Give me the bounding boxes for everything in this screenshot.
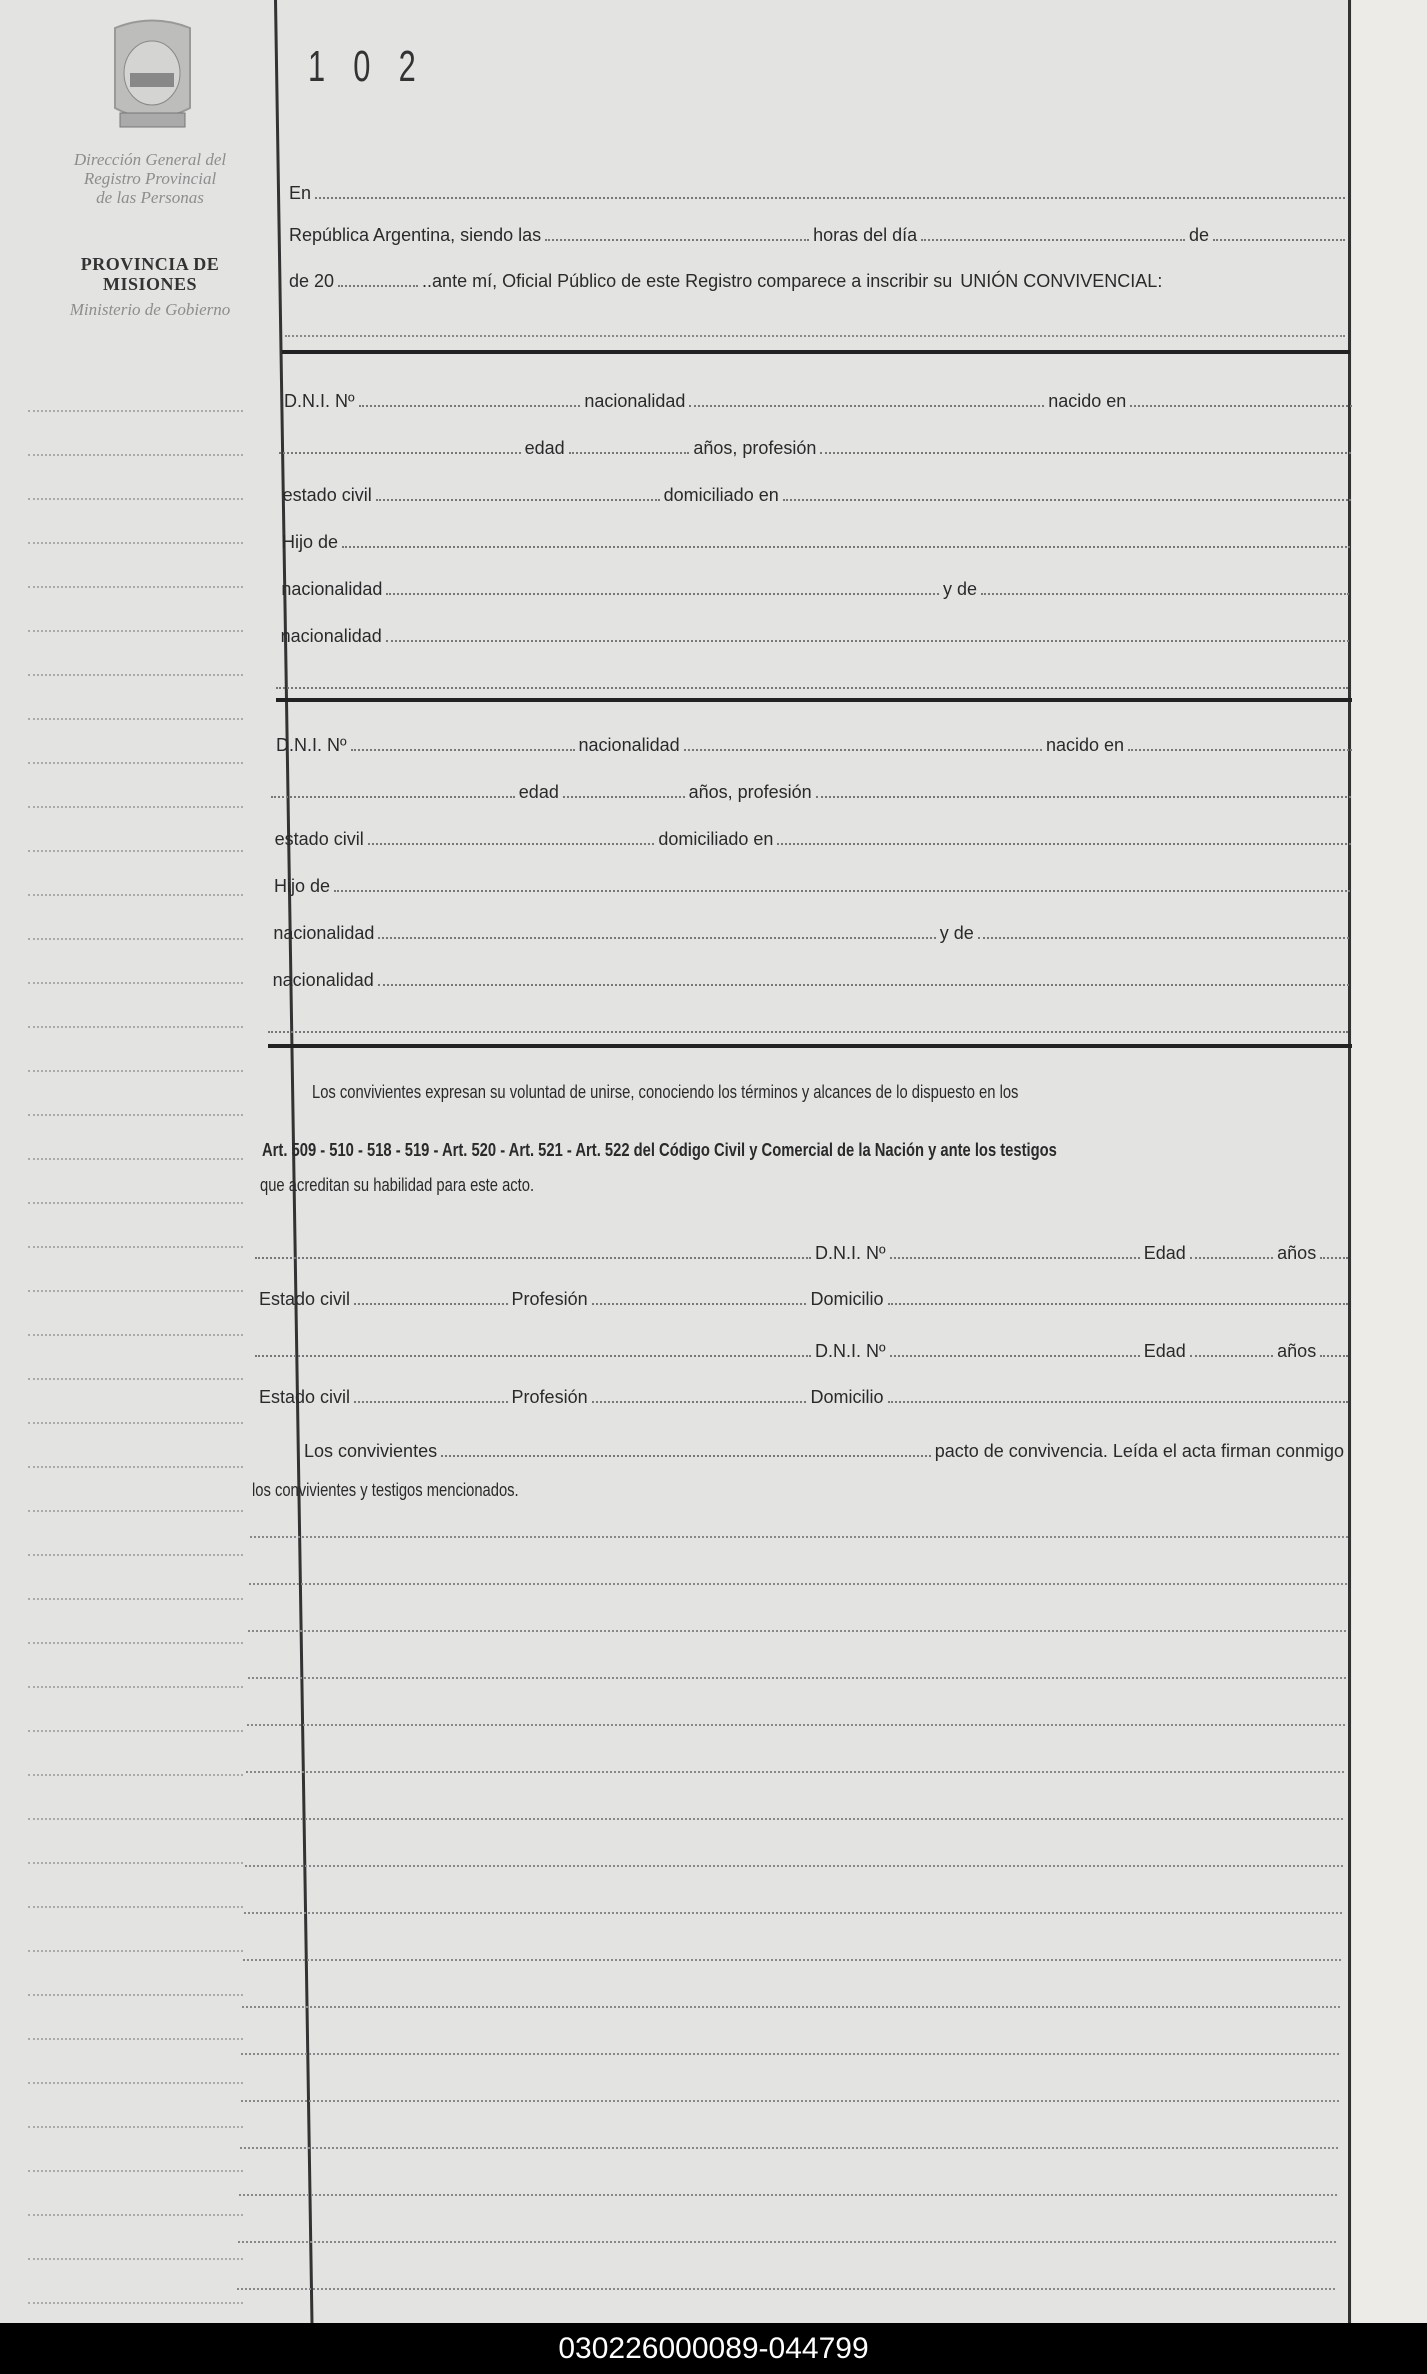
margin-line[interactable] — [28, 1026, 243, 1028]
margin-line[interactable] — [28, 2082, 243, 2084]
person1-row — [278, 529, 1350, 553]
blank-line[interactable] — [248, 1630, 1346, 1632]
margin-line[interactable] — [28, 2170, 243, 2172]
label: estado civil — [274, 829, 364, 849]
field-birthplace-cont[interactable] — [271, 796, 514, 798]
field-witness-name[interactable] — [255, 1355, 811, 1357]
x[interactable] — [1320, 1257, 1348, 1259]
witness2-row — [255, 1338, 1348, 1362]
margin-line[interactable] — [28, 718, 243, 720]
label: y de — [939, 923, 974, 943]
field-dni[interactable] — [359, 405, 581, 407]
label: años, profesión — [688, 782, 812, 802]
field-address[interactable] — [783, 499, 1351, 501]
margin-divider — [274, 0, 313, 2323]
margin-line[interactable] — [28, 1598, 243, 1600]
province-line: MISIONES — [102, 274, 198, 294]
margin-line[interactable] — [28, 1114, 243, 1116]
paragraph-line: que acreditan su habilidad para este acto. — [260, 1175, 535, 1195]
label: nacionalidad — [273, 923, 375, 943]
label: años — [1277, 1243, 1317, 1263]
margin-line[interactable] — [28, 2302, 243, 2304]
field-nationality[interactable] — [689, 405, 1044, 407]
label: domiciliado en — [658, 829, 774, 849]
document-code: 030226000089-044799 — [0, 2323, 1427, 2374]
person2-row — [271, 779, 1351, 803]
margin-line[interactable] — [28, 1510, 243, 1512]
margin-line[interactable] — [28, 1466, 243, 1468]
paragraph-line: Art. 509 - 510 - 518 - 519 - Art. 520 - Art. 521 - Art. 522 del Código Civil y Comercial de la Nación y ante los testigos — [262, 1140, 1057, 1160]
field-year[interactable] — [338, 285, 418, 287]
margin-line[interactable] — [28, 1554, 243, 1556]
margin-line[interactable] — [28, 1202, 243, 1204]
margin-line[interactable] — [28, 1994, 243, 1996]
margin-line[interactable] — [28, 2126, 243, 2128]
province-line: PROVINCIA DE — [80, 254, 220, 274]
field-birthplace[interactable] — [1128, 749, 1352, 751]
margin-line[interactable] — [28, 1950, 243, 1952]
label: En — [289, 183, 312, 203]
field-parent2-nationality[interactable] — [386, 640, 1349, 642]
label: Hijo de — [274, 876, 331, 896]
closing-line: los convivientes y testigos mencionados. — [252, 1480, 519, 1500]
label: nacionalidad — [281, 579, 383, 599]
blank-line[interactable] — [250, 1536, 1348, 1538]
margin-line[interactable] — [28, 982, 243, 984]
row-ante — [285, 268, 1345, 292]
margin-line[interactable] — [28, 850, 243, 852]
label: y de — [942, 579, 977, 599]
field-civil-status[interactable] — [368, 843, 655, 845]
field-parent-nationality[interactable] — [386, 593, 939, 595]
section-rule — [276, 698, 1352, 702]
row-closing — [300, 1438, 1348, 1462]
field-witness-dni[interactable] — [890, 1355, 1140, 1357]
field-parent2[interactable] — [981, 593, 1349, 595]
margin-line[interactable] — [28, 1290, 243, 1292]
witness1-row — [255, 1240, 1348, 1264]
label: Domicilio — [810, 1387, 884, 1407]
field-parent2[interactable] — [978, 937, 1350, 939]
margin-line[interactable] — [28, 1906, 243, 1908]
margin-line[interactable] — [28, 2038, 243, 2040]
field-parent[interactable] — [334, 890, 1350, 892]
label: Profesión — [511, 1387, 588, 1407]
ministry-name: Ministerio de Gobierno — [69, 300, 231, 319]
paragraph-line: Los convivientes expresan su voluntad de unirse, conociendo los términos y alcances de lo dispuesto en los — [312, 1082, 1019, 1102]
field-pact[interactable] — [441, 1455, 931, 1457]
field-nationality[interactable] — [684, 749, 1042, 751]
label: de — [1189, 225, 1210, 245]
label: edad — [524, 438, 565, 458]
blank-line[interactable] — [248, 1677, 1346, 1679]
blank-line[interactable] — [243, 1959, 1341, 1961]
blank-line[interactable] — [245, 1818, 1343, 1820]
agency-name — [30, 150, 270, 207]
label: Profesión — [511, 1289, 588, 1309]
person2-row — [269, 920, 1349, 944]
person2-row — [270, 873, 1350, 897]
agency-line: Dirección General del — [73, 150, 227, 169]
label: D.N.I. Nº — [814, 1243, 886, 1263]
margin-line[interactable] — [28, 894, 243, 896]
agency-line: de las Personas — [96, 188, 204, 207]
label: nacido en — [1045, 735, 1125, 755]
field-month[interactable] — [1213, 239, 1345, 241]
person1-row — [279, 482, 1351, 506]
margin-line[interactable] — [28, 1158, 243, 1160]
field-dni[interactable] — [351, 749, 575, 751]
field-witness-dni[interactable] — [890, 1257, 1140, 1259]
label: nacionalidad — [272, 970, 374, 990]
field-extra[interactable] — [268, 1031, 1348, 1033]
label: Edad — [1143, 1243, 1186, 1263]
person1-row — [277, 576, 1349, 600]
label: D.N.I. Nº — [276, 735, 347, 755]
margin-line[interactable] — [28, 498, 243, 500]
field-place[interactable] — [315, 197, 1345, 199]
label: pacto de convivencia. Leída el acta firman conmigo — [934, 1441, 1344, 1461]
person2-row — [271, 826, 1351, 850]
blank-line[interactable] — [244, 1912, 1342, 1914]
margin-line[interactable] — [28, 1730, 243, 1732]
margin-line[interactable] — [28, 410, 243, 412]
label: años — [1277, 1341, 1317, 1361]
margin-line[interactable] — [28, 1642, 243, 1644]
label: nacionalidad — [584, 391, 686, 411]
blank-line[interactable] — [239, 2194, 1337, 2196]
margin-line[interactable] — [28, 762, 243, 764]
label: Edad — [1143, 1341, 1186, 1361]
blank-line[interactable] — [242, 2006, 1340, 2008]
field-witness-address[interactable] — [888, 1401, 1349, 1403]
page-number: 1 0 2 — [308, 42, 426, 91]
margin-line[interactable] — [28, 1070, 243, 1072]
page-edge — [1352, 0, 1427, 2323]
margin-line[interactable] — [28, 630, 243, 632]
province-seal-logo — [105, 18, 200, 138]
field-age[interactable] — [563, 796, 685, 798]
field-witness-name[interactable] — [255, 1257, 811, 1259]
margin-line[interactable] — [28, 1422, 243, 1424]
label: nacido en — [1048, 391, 1127, 411]
field-witness-age[interactable] — [1190, 1257, 1273, 1259]
field-witness-profession[interactable] — [592, 1303, 807, 1305]
person1-row — [280, 388, 1352, 412]
blank-line[interactable] — [237, 2288, 1335, 2290]
blank-line[interactable] — [245, 1865, 1343, 1867]
label: D.N.I. Nº — [284, 391, 355, 411]
label: República Argentina, siendo las — [289, 225, 542, 245]
agency-line: Registro Provincial — [83, 169, 217, 188]
label: Los convivientes — [304, 1441, 438, 1461]
margin-line[interactable] — [28, 1686, 243, 1688]
person2-row — [268, 1014, 1348, 1038]
label: Estado civil — [259, 1289, 351, 1309]
field-witness-address[interactable] — [888, 1303, 1349, 1305]
section-rule — [268, 1044, 1352, 1048]
label: nacionalidad — [578, 735, 680, 755]
margin-line[interactable] — [28, 1378, 243, 1380]
row-en — [285, 180, 1345, 204]
field-profession[interactable] — [820, 452, 1351, 454]
label: Hijo de — [282, 532, 339, 552]
margin-line[interactable] — [28, 2258, 243, 2260]
person2-row — [272, 732, 1352, 756]
label: años, profesión — [693, 438, 817, 458]
blank-line[interactable] — [238, 2241, 1336, 2243]
label: ..ante mí, Oficial Público de este Registro comparece a inscribir su — [422, 271, 953, 291]
person1-row — [279, 435, 1351, 459]
field-parent2-nationality[interactable] — [378, 984, 1349, 986]
margin-line[interactable] — [28, 1774, 243, 1776]
field-witness-profession[interactable] — [592, 1401, 807, 1403]
field-birthplace-cont[interactable] — [279, 452, 520, 454]
margin-line[interactable] — [28, 674, 243, 676]
label: edad — [518, 782, 559, 802]
blank-line[interactable] — [241, 2053, 1339, 2055]
margin-line[interactable] — [28, 454, 243, 456]
margin-line[interactable] — [28, 1246, 243, 1248]
field-profession[interactable] — [816, 796, 1352, 798]
margin-line[interactable] — [28, 2214, 243, 2216]
label: Domicilio — [810, 1289, 884, 1309]
field-address[interactable] — [777, 843, 1350, 845]
label: horas del día — [813, 225, 918, 245]
field-birthplace[interactable] — [1130, 405, 1352, 407]
margin-line[interactable] — [28, 1818, 243, 1820]
margin-line[interactable] — [28, 806, 243, 808]
witness1-row — [255, 1286, 1348, 1310]
person2-row — [269, 967, 1349, 991]
label: Estado civil — [259, 1387, 351, 1407]
margin-line[interactable] — [28, 586, 243, 588]
blank-line[interactable] — [240, 2147, 1338, 2149]
witness2-row — [255, 1384, 1348, 1408]
field-civil-status[interactable] — [376, 499, 660, 501]
blank-line[interactable] — [285, 335, 1345, 337]
field-parent[interactable] — [342, 546, 1350, 548]
label: domiciliado en — [663, 485, 779, 505]
province-name — [30, 254, 270, 294]
section-rule — [282, 350, 1350, 354]
right-border — [1348, 0, 1351, 2323]
field-extra[interactable] — [276, 687, 1348, 689]
label: D.N.I. Nº — [814, 1341, 886, 1361]
blank-line[interactable] — [249, 1583, 1347, 1585]
field-witness-age[interactable] — [1190, 1355, 1273, 1357]
label: de 20 — [289, 271, 335, 291]
margin-line[interactable] — [28, 1862, 243, 1864]
label: UNIÓN CONVIVENCIAL: — [960, 271, 1163, 291]
blank-line[interactable] — [241, 2100, 1339, 2102]
field-age[interactable] — [569, 452, 690, 454]
label: estado civil — [282, 485, 372, 505]
person1-row — [277, 623, 1349, 647]
label: nacionalidad — [280, 626, 382, 646]
field-witness-civil[interactable] — [354, 1303, 508, 1305]
margin-line[interactable] — [28, 542, 243, 544]
field-hour[interactable] — [545, 239, 809, 241]
blank-line[interactable] — [246, 1771, 1344, 1773]
margin-line[interactable] — [28, 938, 243, 940]
field-day[interactable] — [921, 239, 1185, 241]
blank-line[interactable] — [247, 1724, 1345, 1726]
field-parent-nationality[interactable] — [378, 937, 935, 939]
row-republica — [285, 222, 1345, 246]
x[interactable] — [1320, 1355, 1348, 1357]
person1-row — [276, 670, 1348, 694]
field-witness-civil[interactable] — [354, 1401, 508, 1403]
margin-line[interactable] — [28, 1334, 243, 1336]
